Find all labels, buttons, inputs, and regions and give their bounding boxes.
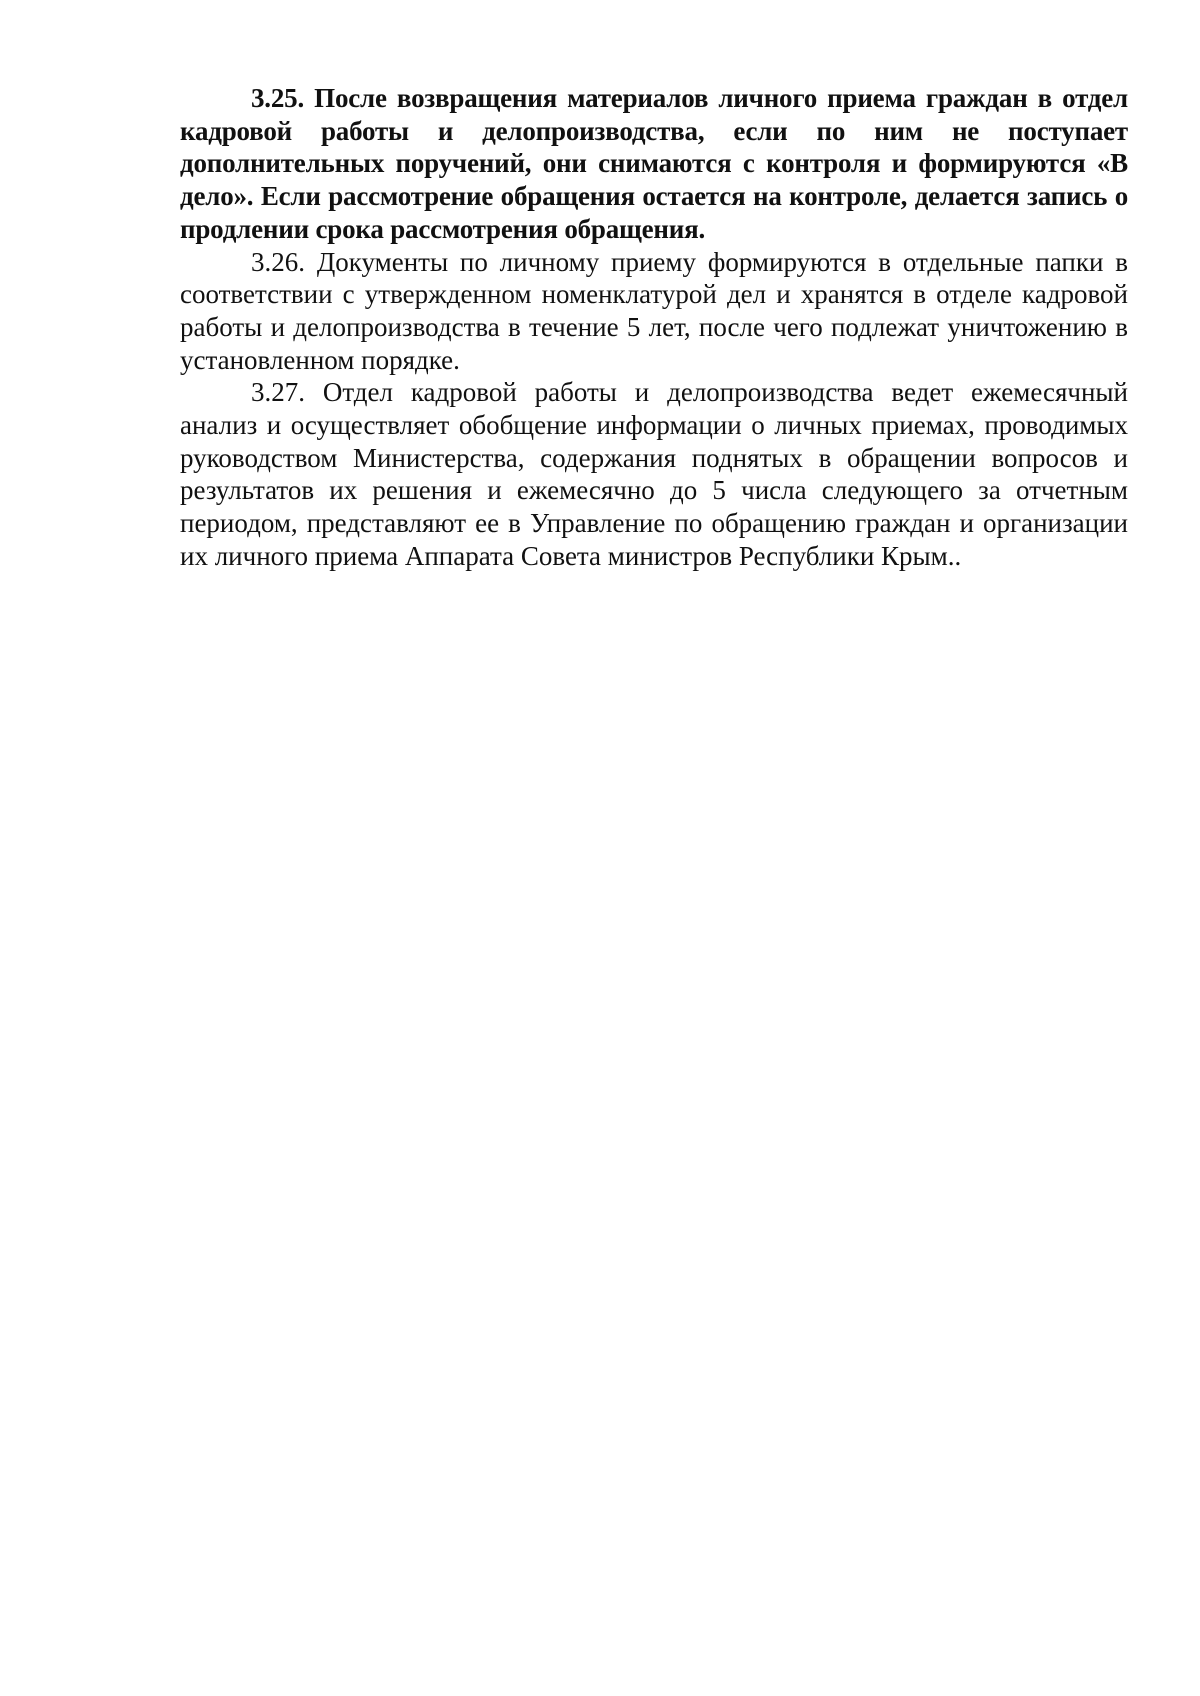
paragraph-3-27 [180, 376, 1128, 572]
paragraph-text: Отдел кадровой работы и делопроизводства ведет ежемесячный анализ и осуществляет обобщение информации о личных приемах, проводимых руководством Министерства, содержания поднятых в обращении вопросов и результатов их решения и ежемесячно до 5 числа следующего за отчетным периодом, представляют ее в Управление по обращению граждан и организации их личного приема Аппарата Совета министров Республики Крым.. [180, 377, 1129, 571]
document-body [180, 82, 1128, 573]
paragraph-number: 3.25. [251, 83, 305, 113]
paragraph-3-26 [180, 246, 1128, 377]
paragraph-text: После возвращения материалов личного приема граждан в отдел кадровой работы и делопроизводства, если по ним не поступает дополнительных поручений, они снимаются с контроля и формируются «В дело». Если рассмотрение обращения остается на контроле, делается запись о продлении срока рассмотрения обращения. [180, 83, 1128, 244]
paragraph-text: Документы по личному приему формируются в отдельные папки в соответствии с утвержденном номенклатурой дел и хранятся в отделе кадровой работы и делопроизводства в течение 5 лет, после чего подлежат уничтожению в установленном порядке. [180, 246, 1128, 375]
paragraph-number: 3.26. [251, 246, 305, 277]
paragraph-3-25 [180, 82, 1128, 246]
paragraph-number: 3.27. [251, 377, 305, 408]
